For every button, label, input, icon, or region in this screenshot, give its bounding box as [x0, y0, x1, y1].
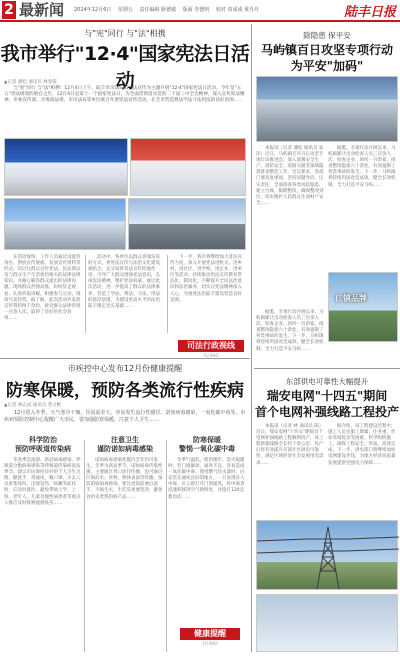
health-kicker: 市疾控中心发布12月份健康提醒 [67, 364, 183, 373]
health-col-2-heading-line-2: 谨防诺如病毒感染 [97, 445, 153, 453]
health-col-1-heading-line-2: 预防呼吸道传染病 [15, 445, 71, 453]
right-top-kicker: 除隐患 保平安 [303, 31, 351, 40]
lead-body-col-3: 下一步，我市将继续加大普法宣传力度，深入开展宪法进机关、进乡村、进社区、进学校、进企业、进单位等活动，持续推动宪法宣传教育常态化、制度化，不断提升全民法治意识和法治素养，切实让宪法精神深入人心，为推进法治陆丰建设营造良好氛围。 [170, 255, 242, 303]
power-photo-transmission-tower [256, 520, 398, 590]
newspaper-logo: 陆丰日报 [343, 5, 396, 20]
lead-body-col-1: 在活动现场，工作人员通过设置咨询台、摆放宣传展板、发放宣传资料等形式，向过往群众宣传宪法、民法典以及与群众生产生活密切相关的法律法规知识，并耐心解答群众提出的法律问题。现场群众热情高涨，纷纷驻足观看，认真听取讲解，积极参与互动，现场气氛热烈。据了解，此次活动共发放宣传资料两千余份，接受群众法律咨询一百余人次，取得了良好的社会效果…… [4, 255, 81, 321]
right-top-photo-building [328, 272, 398, 342]
health-byline: ▲记者 林志成 通讯员 黄文彬 [4, 403, 62, 408]
power-kicker: 东部供电可靠性大幅提升 [285, 377, 369, 386]
right-top-headline [254, 42, 400, 74]
photo-caption: 仁镇品牌 [335, 294, 367, 303]
lead-body-col-2: 活动中，各单位以群众喜闻乐见的方式，将宪法宣传与法治文化建设相结合，充分发挥普法宣传阵地作用，引导广大群众增强宪法意识，弘扬宪法精神，维护宪法权威。通过此次活动，进一步提高了群众的法律素养，营造了学法、尊法、守法、用法的浓厚氛围，为建设更高水平的法治陆丰奠定坚实基础…… [88, 255, 160, 309]
right-top-body-col-3: 据悉，专项行动开展以来，马屿镇累计出动检查人员三百余人次，检查企业、场所一百余家，排查整改隐患六十余处，有效遏制了各类事故的发生。下一步，马屿镇将持续巩固攻坚成效，健全长效机制，全力打造平安马屿…… [256, 310, 324, 352]
health-col-2-heading [86, 436, 164, 454]
power-headline [254, 388, 400, 420]
lead-photo-crowd [4, 198, 126, 250]
section-tag-judicial: 司法行政视线 [178, 340, 244, 352]
lead-headline: 我市举行"12·4"国家宪法日活动 [0, 43, 250, 92]
power-body-col-1: 本报讯（记者 林 通讯员 陈）近日，瑞安电网"十四五"期间首个电网补强线路工程顺利投产。该工程新建线路全长约十余公里，投产后将有效提升东部片区供电可靠性，满足区域经济社会发展用电需求…… [256, 424, 324, 466]
transmission-tower-icon [257, 521, 399, 591]
main-column-divider [251, 24, 252, 652]
story-divider [254, 368, 400, 369]
story-divider [0, 358, 250, 359]
issue-date: 2024年12月6日 [74, 7, 112, 13]
right-top-body-col-1: 本报讯（记者 潘松 通讯员 张泽）近日，马屿镇召开百日攻坚专项行动推进会，深入部署安全生产、消防安全、道路交通等领域隐患排查整治工作。会议要求，各部门要高度重视，坚持问题导向，压实责任，全面排查各类风险隐患，建立台账，限期整改，确保整改到位，切实维护人民群众生命财产安全…… [256, 146, 324, 206]
lead-photo-booth [128, 198, 246, 250]
health-col-2-body: 诺如病毒感染性腹泻全年均可发生，冬季为高发季节。诺如病毒传染性强，主要通过粪口途径传播，也可通过污染的水、食物、物体表面等传播。预防诺如病毒感染，要注意饭前便后洗手，不喝生水，生吃瓜果要洗净，避免食用未煮熟的海产品…… [86, 458, 163, 500]
health-col-1-heading [4, 436, 82, 454]
lead-paragraph: 与"宪"同行 与"法"相携！12月4日上午，陆丰市司法局以宪法宣传为主题开展"12·4"国家宪法日活动。今年是"五五"普法规划的收官之年，12月4日是第十一个国家宪法日，为全面贯彻落实党的二十届三中全会精神，深入宣传宪法精神，市委宣传部、市委政法委、市司法局等单位联合开展宪法宣传活动，在全市营造尊法学法守法用法的良好氛围…… [4, 86, 245, 104]
health-col-2-heading-line-1: 注意卫生 [111, 436, 139, 444]
power-headline-line-2: 首个电网补强线路工程投产 [254, 405, 399, 419]
editor-credit: 责任编辑 耿德敏 [139, 7, 177, 13]
health-headline: 防寒保暖，预防各类流行性疾病 [6, 381, 244, 401]
power-photo-workers [256, 594, 398, 652]
power-headline-line-1: 瑞安电网"十四五"期间 [266, 389, 388, 403]
health-col-3-body: 冬季气温低，使用煤炉、炭火取暖时，若门窗紧闭、通风不良，容易造成一氧化碳中毒。使用燃气热水器时，应安装在通风良好的地方。一旦发现有人中毒，应立即打开门窗通风，将中毒者迅速转移到空气新鲜处，并拨打120急救电话…… [168, 458, 245, 500]
section-tag-health: 健康提醒 [180, 628, 240, 640]
lead-photo-banner [130, 138, 246, 196]
lead-photo-event-stage [4, 138, 128, 196]
power-body-col-2: 据介绍，该工程建设过程中，施工人员克服工期紧、任务重、作业环境复杂等困难，科学组织施工，确保工程安全、优质、高效完成。下一步，供电部门将继续加快电网建设步伐，为地方经济高质量发展提供坚强电力保障…… [328, 424, 396, 466]
column-divider [167, 255, 168, 333]
proofreader-credit: 校对 苗成成 黄丹丹 [215, 7, 260, 13]
health-col-3-heading [168, 436, 246, 454]
health-col-3-heading-line-2: 警惕一氧化碳中毒 [179, 445, 235, 453]
right-top-photo-meeting [256, 76, 398, 142]
column-divider [85, 255, 86, 333]
right-top-headline-line-1: 马屿镇百日攻坚专项行动 [260, 43, 393, 57]
header-meta [74, 6, 264, 13]
lead-byline: ▲记者 潘松 通讯员 林春霞 [4, 80, 57, 85]
weekday: 星期五 [117, 7, 133, 13]
lead-kicker: 与"宪"同行 与"法"相携 [84, 29, 166, 38]
page-number: 2 [2, 1, 16, 19]
health-lead-paragraph: 12月进入冬季，天气寒冷干燥，昼夜温差大，容易发生流行性感冒、诺如病毒感染、一氧化碳中毒等。市疾病预防控制中心提醒广大市民，要加强防寒保暖，注意个人卫生…… [4, 410, 246, 423]
right-top-headline-line-2: 为平安"加码" [290, 59, 364, 73]
section-tag-sub: FU BAO [202, 641, 218, 646]
column-divider [166, 440, 167, 652]
page-header [0, 0, 400, 22]
column-divider [84, 440, 85, 652]
health-col-3-heading-line-1: 防寒保暖 [193, 436, 221, 444]
right-top-body-col-2: 据悉，专项行动开展以来，马屿镇累计出动检查人员三百余人次，检查企业、场所一百余家，排查整改隐患六十余处，有效遏制了各类事故的发生。下一步，马屿镇将持续巩固攻坚成效，健全长效机制，全力打造平安马屿…… [328, 146, 396, 188]
designer-credit: 版面 李德明 [182, 7, 210, 13]
health-col-1-heading-line-1: 科学防治 [29, 436, 57, 444]
health-col-1-body: 冬春季是流感、新冠病毒感染、呼吸道合胞病毒感染等呼吸道传染病高发季节。建议市民保持良好的个人卫生习惯，勤洗手、常通风、戴口罩，少去人员密集场所。出现发热、咳嗽等症状时，应及时就医，避免带病上学、上班。老年人、儿童及慢性病患者等重点人群应及时接种流感疫苗…… [4, 458, 81, 506]
section-tag-sub: FU BAO [203, 353, 219, 358]
section-name: 最新闻 [19, 1, 65, 19]
